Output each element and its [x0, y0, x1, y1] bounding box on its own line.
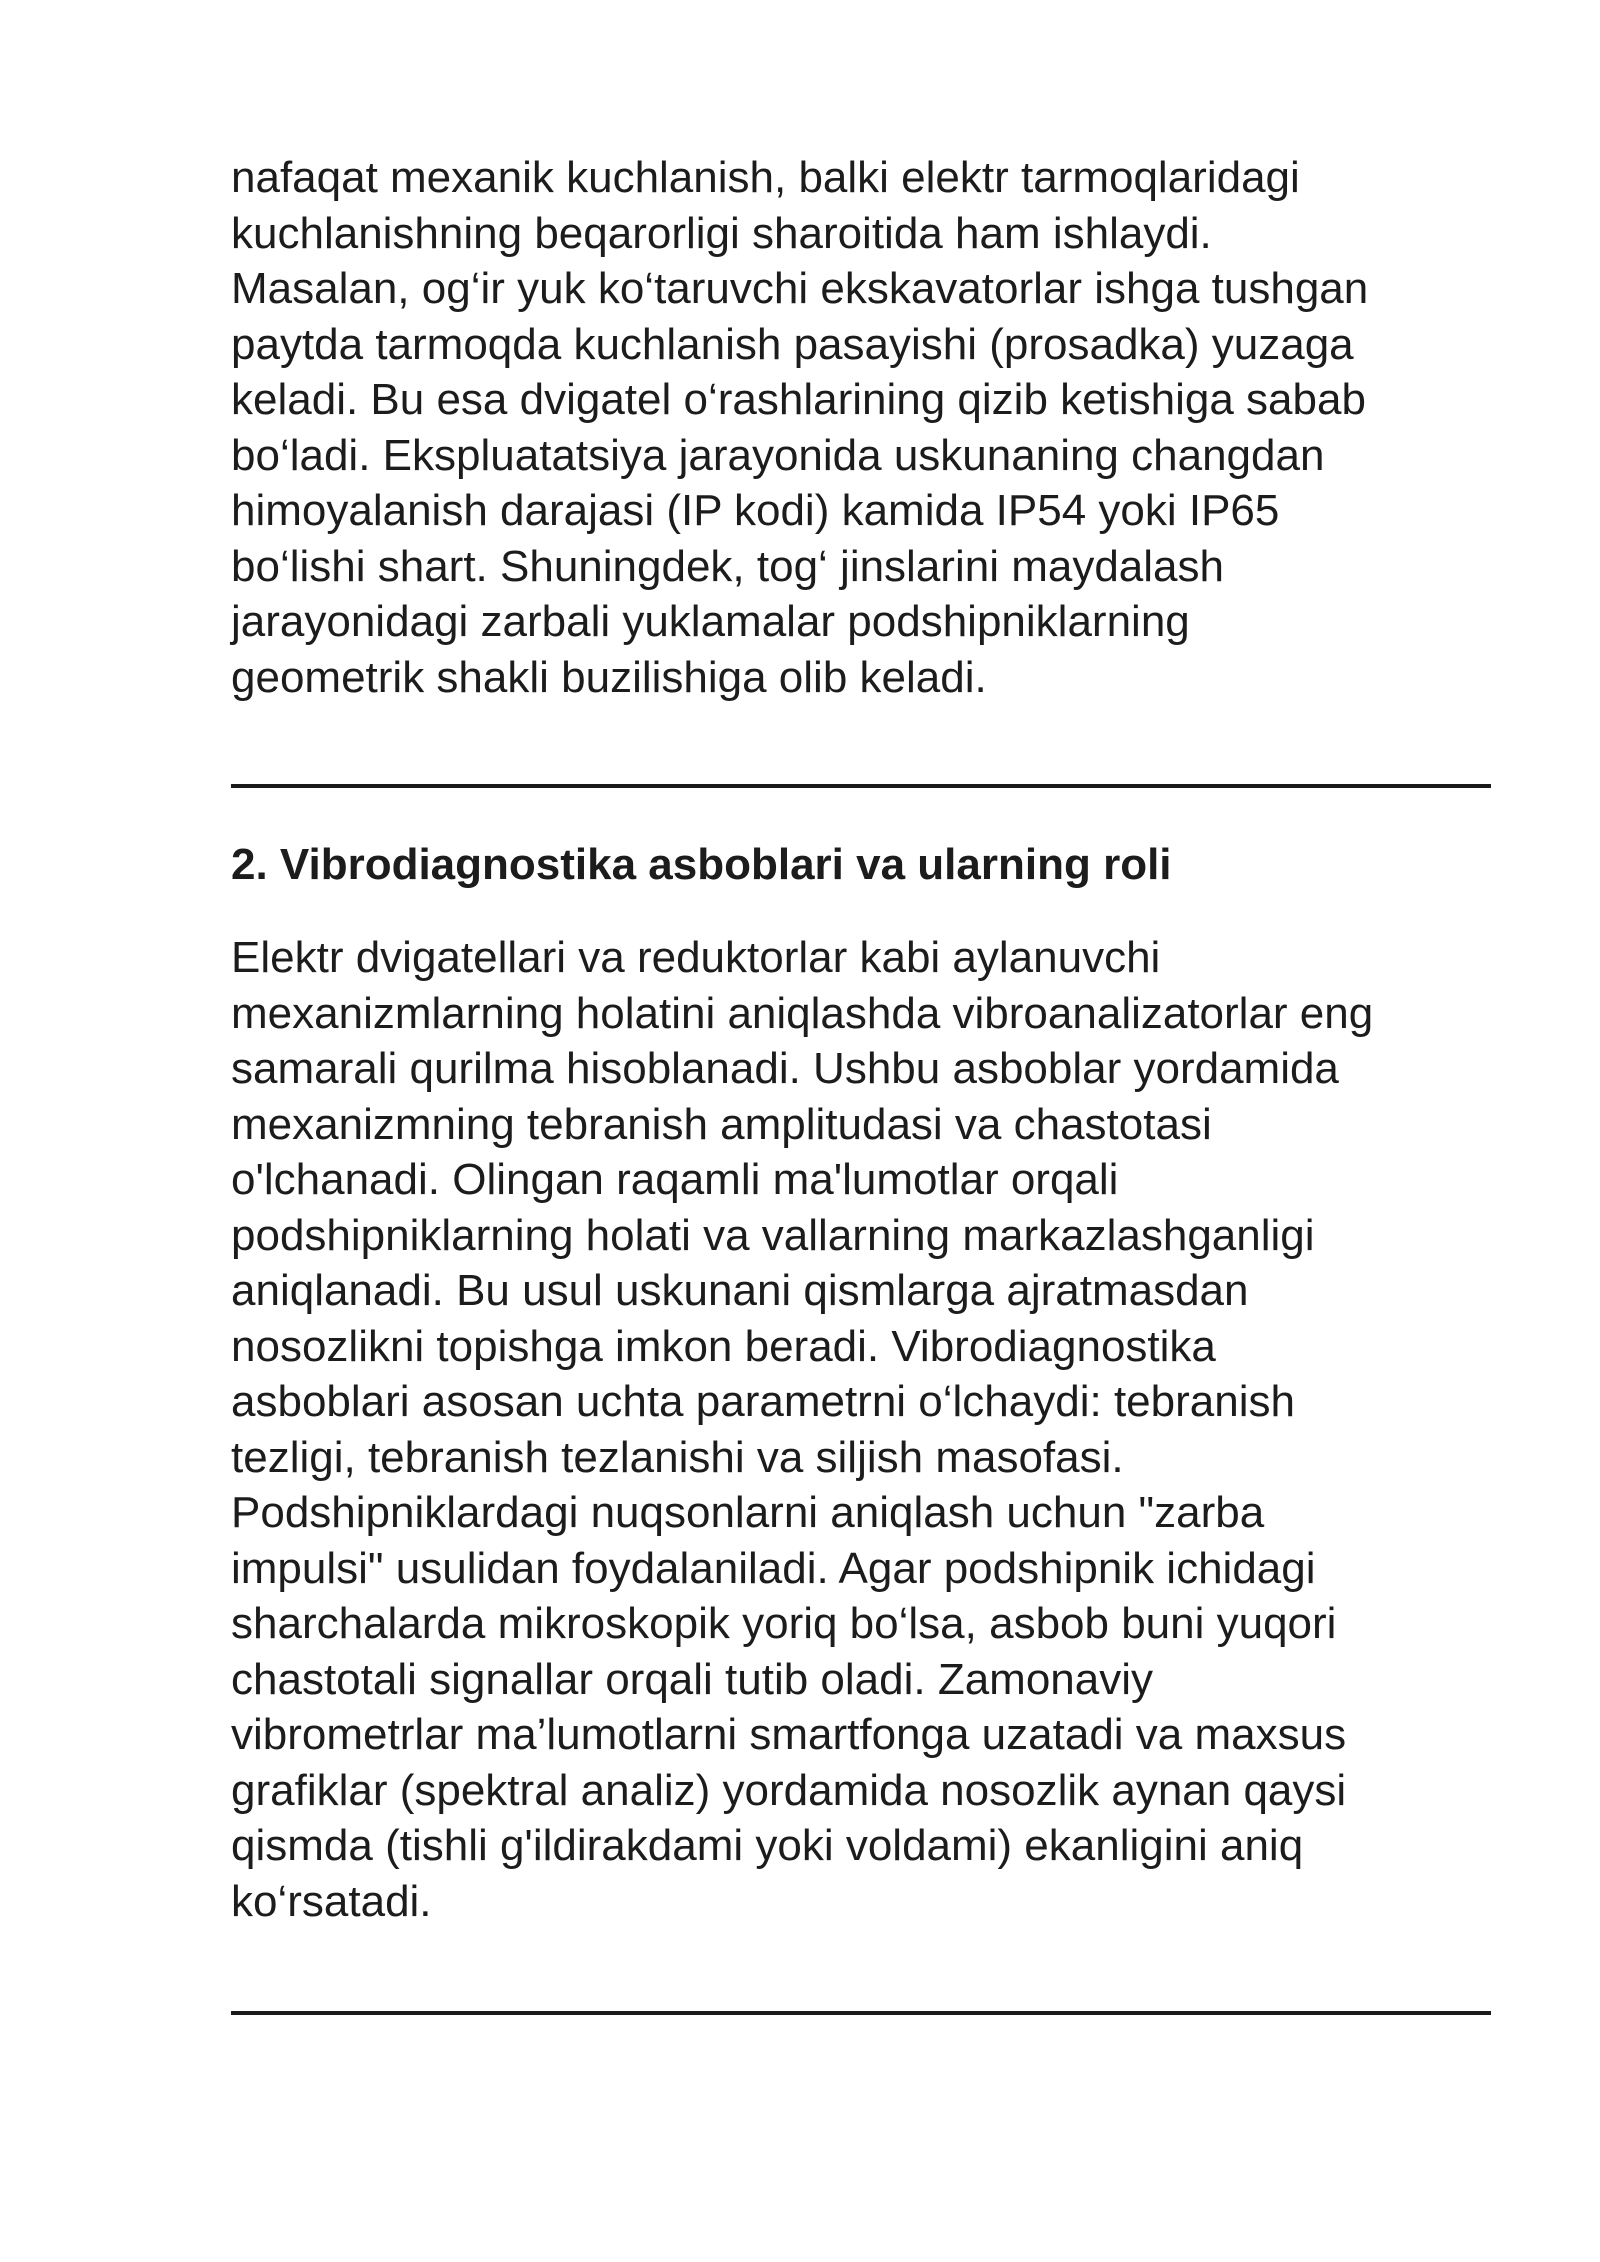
- document-page: [231, 150, 1491, 2015]
- section-divider: [231, 784, 1491, 788]
- section-heading: 2. Vibrodiagnostika asboblari va ularning roli: [231, 840, 1172, 889]
- paragraph-line: podshipniklarning holati va vallarning markazlashganligi: [231, 1210, 1315, 1260]
- paragraph-line: paytda tarmoqda kuchlanish pasayishi (prosadka) yuzaga: [231, 319, 1354, 369]
- paragraph-line: Podshipniklardagi nuqsonlarni aniqlash uchun "zarba: [231, 1488, 1265, 1537]
- paragraph-line: jarayonidagi zarbali yuklamalar podshipniklarning: [231, 597, 1190, 646]
- paragraph-line: keladi. Bu esa dvigatel o‘rashlarining qizib ketishiga sabab: [231, 375, 1366, 424]
- paragraph-line: grafiklar (spektral analiz) yordamida nosozlik aynan qaysi: [231, 1765, 1347, 1815]
- paragraph-line: himoyalanish darajasi (IP kodi) kamida IP54 yoki IP65: [231, 486, 1280, 535]
- paragraph-line: kuchlanishning beqarorligi sharoitida ham ishlaydi.: [231, 208, 1212, 258]
- paragraph-line: geometrik shakli buzilishiga olib keladi.: [231, 652, 987, 702]
- section-2-paragraph: [231, 930, 1491, 1929]
- paragraph-line: nosozlikni topishga imkon beradi. Vibrodiagnostika: [231, 1321, 1216, 1371]
- paragraph-line: Elektr dvigatellari va reduktorlar kabi aylanuvchi: [231, 933, 1161, 982]
- paragraph-line: sharchalarda mikroskopik yoriq bo‘lsa, asbob buni yuqori: [231, 1599, 1337, 1648]
- section-divider: [231, 2011, 1491, 2015]
- paragraph-line: chastotali signallar orqali tutib oladi. Zamonaviy: [231, 1654, 1154, 1704]
- paragraph-line: impulsi" usulidan foydalaniladi. Agar podshipnik ichidagi: [231, 1543, 1316, 1593]
- paragraph-line: mexanizmlarning holatini aniqlashda vibroanalizatorlar eng: [231, 988, 1374, 1038]
- paragraph-line: qismda (tishli g'ildirakdami yoki voldami) ekanligini aniq: [231, 1821, 1304, 1870]
- paragraph-line: samarali qurilma hisoblanadi. Ushbu asboblar yordamida: [231, 1044, 1339, 1093]
- paragraph-line: tezligi, tebranish tezlanishi va siljish masofasi.: [231, 1432, 1124, 1482]
- paragraph-line: bo‘ladi. Ekspluatatsiya jarayonida uskunaning changdan: [231, 430, 1325, 480]
- paragraph-line: Masalan, og‘ir yuk ko‘taruvchi ekskavatorlar ishga tushgan: [231, 264, 1369, 313]
- section-1-paragraph: [231, 150, 1491, 705]
- paragraph-line: vibrometrlar ma’lumotlarni smartfonga uzatadi va maxsus: [231, 1710, 1347, 1759]
- paragraph-line: asboblari asosan uchta parametrni o‘lchaydi: tebranish: [231, 1377, 1295, 1426]
- paragraph-line: nafaqat mexanik kuchlanish, balki elektr tarmoqlaridagi: [231, 153, 1300, 202]
- paragraph-line: bo‘lishi shart. Shuningdek, tog‘ jinslarini maydalash: [231, 541, 1224, 591]
- paragraph-line: ko‘rsatadi.: [231, 1876, 432, 1926]
- paragraph-line: aniqlanadi. Bu usul uskunani qismlarga ajratmasdan: [231, 1266, 1249, 1315]
- paragraph-line: mexanizmning tebranish amplitudasi va chastotasi: [231, 1099, 1212, 1149]
- paragraph-line: o'lchanadi. Olingan raqamli ma'lumotlar orqali: [231, 1155, 1119, 1204]
